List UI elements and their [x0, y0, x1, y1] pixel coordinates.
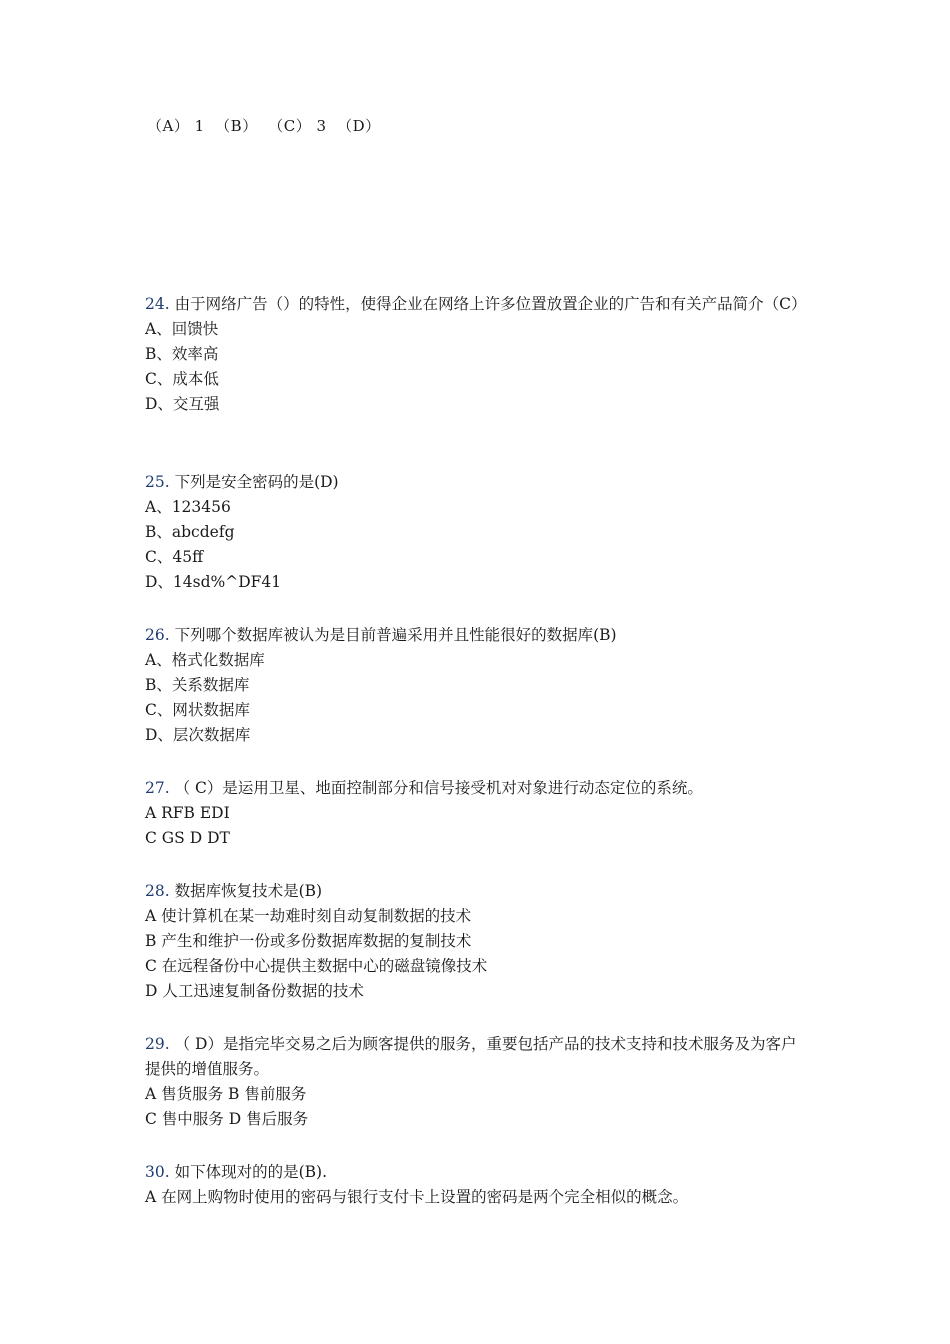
question-text: 数据库恢复技术是(B) — [169, 882, 323, 900]
option-c: C、成本低 — [145, 370, 219, 388]
question-29 — [145, 1032, 810, 1132]
question-text: （ C）是运用卫星、地面控制部分和信号接受机对对象进行动态定位的系统。 — [169, 779, 703, 797]
question-number: 28. — [145, 882, 170, 900]
option-row-2: C GS D DT — [145, 829, 230, 847]
question-number: 25. — [145, 473, 170, 491]
question-stem — [145, 470, 810, 495]
question-number: 30. — [145, 1163, 170, 1181]
question-stem — [145, 1032, 810, 1082]
question-stem — [145, 879, 810, 904]
option-a: A、格式化数据库 — [145, 651, 265, 669]
option-a: A、回馈快 — [145, 320, 219, 338]
option-a: A 使计算机在某一劫难时刻自动复制数据的技术 — [145, 907, 472, 925]
question-28 — [145, 879, 810, 1004]
question-text: 由于网络广告（）的特性，使得企业在网络上许多位置放置企业的广告和有关产品简介（C） — [169, 295, 807, 313]
option-row-1: A RFB EDI — [145, 804, 230, 822]
question-stem — [145, 776, 810, 801]
question-stem — [145, 292, 810, 317]
option-b: B、abcdefg — [145, 523, 235, 541]
option-b: B 产生和维护一份或多份数据库数据的复制技术 — [145, 932, 472, 950]
option-d: D、交互强 — [145, 395, 220, 413]
previous-question-options: （A） 1 （B） （C） 3 （D） — [147, 117, 381, 135]
question-number: 27. — [145, 779, 170, 797]
option-c: C、45ff — [145, 548, 204, 566]
question-number: 29. — [145, 1035, 170, 1053]
question-26 — [145, 623, 810, 748]
option-d: D、层次数据库 — [145, 726, 251, 744]
question-25 — [145, 470, 810, 595]
option-b: B、关系数据库 — [145, 676, 250, 694]
question-number: 24. — [145, 295, 170, 313]
option-c: C、网状数据库 — [145, 701, 250, 719]
question-text: 下列是安全密码的是(D) — [169, 473, 339, 491]
option-b: B、效率高 — [145, 345, 219, 363]
option-c: C 在远程备份中心提供主数据中心的磁盘镜像技术 — [145, 957, 488, 975]
question-24 — [145, 292, 810, 417]
question-text: 如下体现对的的是(B). — [169, 1163, 327, 1181]
question-stem — [145, 623, 810, 648]
option-d: D、14sd%^DF41 — [145, 573, 282, 591]
option-row-2: C 售中服务 D 售后服务 — [145, 1110, 309, 1128]
question-stem — [145, 1160, 810, 1185]
question-30 — [145, 1160, 810, 1210]
option-a: A、123456 — [145, 498, 231, 516]
question-text: 下列哪个数据库被认为是目前普遍采用并且性能很好的数据库(B) — [169, 626, 617, 644]
option-d: D 人工迅速复制备份数据的技术 — [145, 982, 364, 1000]
option-a: A 在网上购物时使用的密码与银行支付卡上设置的密码是两个完全相似的概念。 — [145, 1188, 689, 1206]
question-27 — [145, 776, 810, 851]
option-row-1: A 售货服务 B 售前服务 — [145, 1085, 307, 1103]
question-number: 26. — [145, 626, 170, 644]
question-text: （ D）是指完毕交易之后为顾客提供的服务，重要包括产品的技术支持和技术服务及为客户提供的增值服务。 — [145, 1035, 797, 1078]
